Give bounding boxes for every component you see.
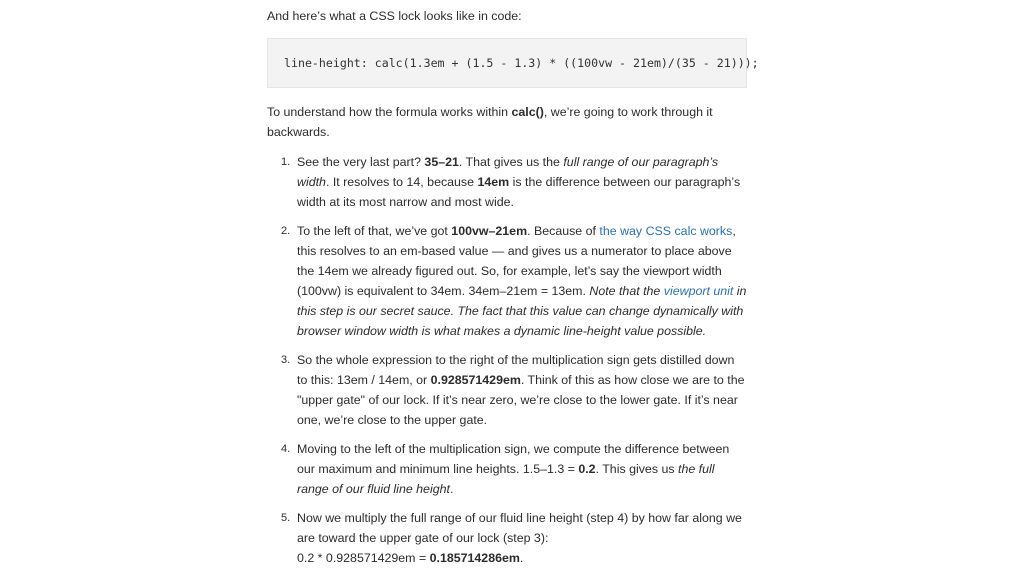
list-number: 5. — [281, 512, 291, 524]
list-number: 1. — [281, 156, 291, 168]
code-block: line-height: calc(1.3em + (1.5 - 1.3) * ((100vw - 21em)/(35 - 21))); — [267, 38, 747, 88]
list-number: 2. — [281, 225, 291, 237]
lead-paragraph: To understand how the formula works within calc(), we’re going to work through it backwards. — [267, 105, 713, 139]
steps-list — [267, 152, 747, 568]
calc-term: calc() — [511, 105, 544, 119]
list-number: 3. — [281, 354, 291, 366]
intro-paragraph: And here’s what a CSS lock looks like in code: — [267, 9, 522, 23]
list-item-2: 2. To the left of that, we’ve got 100vw–21em. Because of the way CSS calc works, this resolves to an em-based value — and gives us a numerator to place above the 14em we already figured out. So, for example, let’s say the viewport width (100vw) is equivalent to 34em. 34em–21em = 13em. Note that the viewport unit in this step is our secret sauce. The fact that this value can change dynamically with browser window width is what makes a dynamic line-height value possible. — [267, 221, 747, 341]
viewport-unit-link[interactable]: viewport unit — [663, 284, 734, 298]
list-item-1: 1. See the very last part? 35–21. That gives us the full range of our paragraph’s width. It resolves to 14, because 14em is the difference between our paragraph’s width at its most narrow and most wide. — [267, 152, 747, 212]
list-item-4: 4. Moving to the left of the multiplication sign, we compute the difference between our maximum and minimum line heights. 1.5–1.3 = 0.2. This gives us the full range of our fluid line height. — [267, 439, 747, 499]
list-number: 4. — [281, 443, 291, 455]
calc-link[interactable]: the way CSS calc works — [599, 224, 733, 238]
list-item-5: 5. Now we multiply the full range of our fluid line height (step 4) by how far along we are toward the upper gate of our lock (step 3): 0.2 * 0.928571429em = 0.185714286em. — [267, 508, 747, 568]
article-body — [267, 6, 759, 577]
list-item-3: 3. So the whole expression to the right of the multiplication sign gets distilled down to this: 13em / 14em, or 0.928571429em. Think of this as how close we are to the "upper gate" of our lock. If it’s near zero, we’re close to the lower gate. If it’s near one, we’re close to the upper gate. — [267, 350, 747, 430]
